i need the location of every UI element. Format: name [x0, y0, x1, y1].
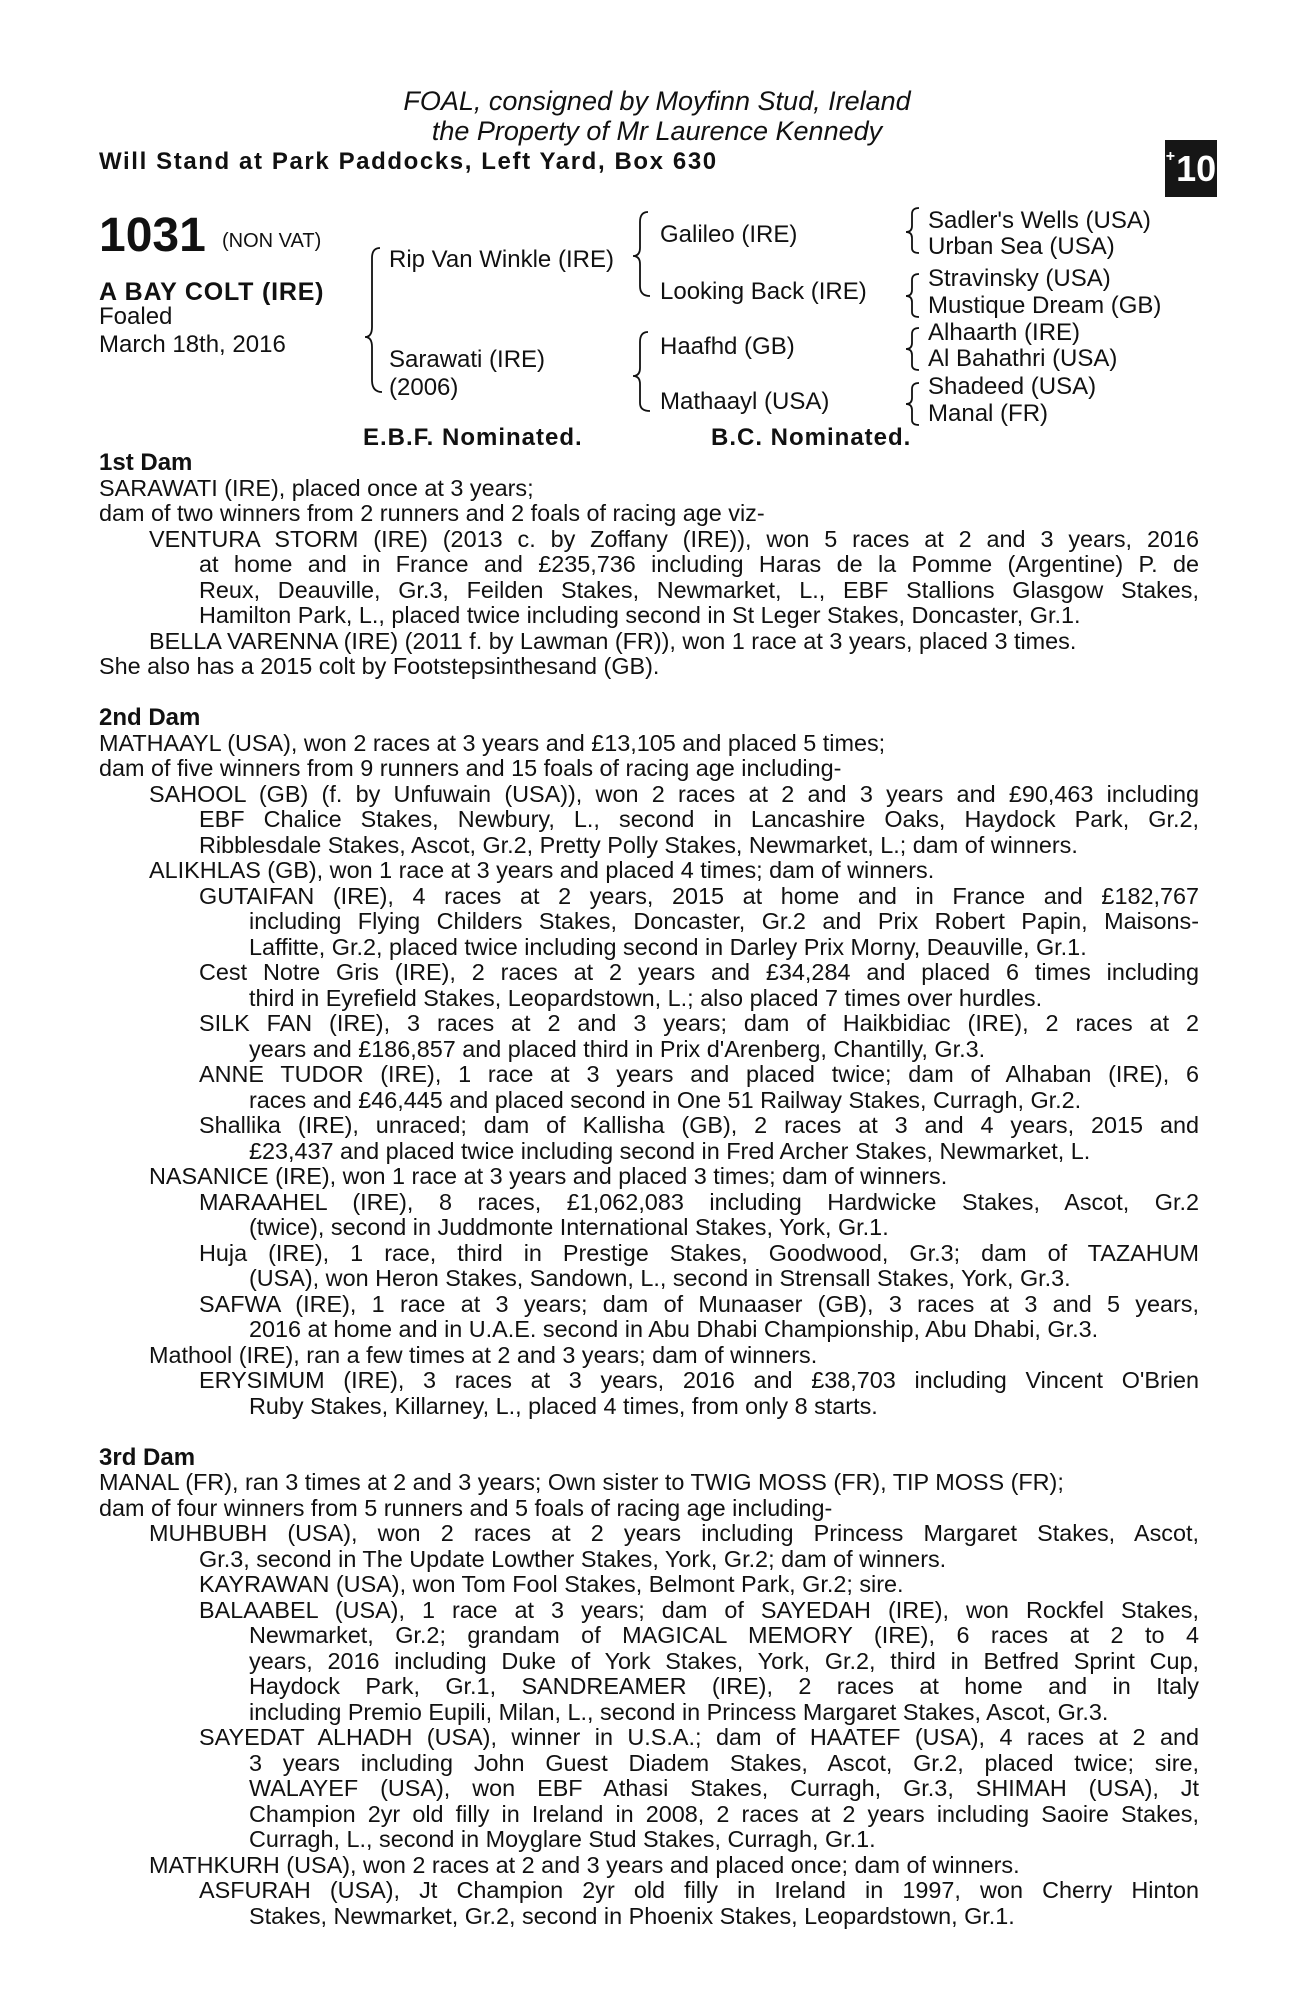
produce-line: races and £46,445 and placed second in One 51 Railway Stakes, Curragh, Gr.2.: [249, 1086, 1082, 1113]
foaled-label: Foaled: [99, 303, 173, 330]
badge-plus: +: [1165, 147, 1176, 165]
produce-line: MATHKURH (USA), won 2 races at 2 and 3 years and placed once; dam of winners.: [149, 1851, 1020, 1878]
produce-line: SILK FAN (IRE), 3 races at 2 and 3 years; dam of Haikbidiac (IRE), 2 races at 2: [199, 1010, 1199, 1036]
produce-line: Reux, Deauville, Gr.3, Feilden Stakes, Newmarket, L., EBF Stallions Glasgow Stakes,: [199, 576, 1199, 603]
produce-line: Haydock Park, Gr.1, SANDREAMER (IRE), 2 races at home and in Italy: [249, 1673, 1199, 1699]
spacer: [99, 680, 1199, 706]
bc-nominated: B.C. Nominated.: [711, 424, 912, 451]
brace-g3-4: [906, 383, 919, 425]
g3-entry: Manal (FR): [928, 400, 1049, 427]
produce-line: £23,437 and placed twice including second in Fred Archer Stakes, Newmarket, L.: [249, 1137, 1091, 1164]
dam-dam: Mathaayl (USA): [660, 388, 830, 415]
brace-main: [365, 248, 382, 392]
consignor-line: FOAL, consigned by Moyfinn Stud, Ireland: [403, 86, 911, 116]
brace-g3-1: [906, 208, 919, 253]
produce-line: Stakes, Newmarket, Gr.2, second in Phoenix Stakes, Leopardstown, Gr.1.: [249, 1902, 1015, 1929]
owner-line: the Property of Mr Laurence Kennedy: [431, 116, 883, 146]
ebf-nominated: E.B.F. Nominated.: [363, 424, 583, 451]
produce-line: 2016 at home and in U.A.E. second in Abu Dhabi Championship, Abu Dhabi, Gr.3.: [249, 1316, 1099, 1342]
produce-record: [99, 450, 1199, 1929]
produce-line: GUTAIFAN (IRE), 4 races at 2 years, 2015 at home and in France and £182,767: [199, 882, 1199, 909]
produce-line: including Premio Eupili, Milan, L., second in Princess Margaret Stakes, Ascot, Gr.3.: [249, 1698, 1109, 1725]
produce-line: NASANICE (IRE), won 1 race at 3 years and placed 3 times; dam of winners.: [149, 1163, 948, 1189]
dam-line: MANAL (FR), ran 3 times at 2 and 3 years; Own sister to TWIG MOSS (FR), TIP MOSS (FR);: [99, 1469, 1064, 1495]
brace-sire: [633, 212, 650, 296]
g3-entry: Sadler's Wells (USA): [928, 207, 1151, 234]
produce-line: Ruby Stakes, Killarney, L., placed 4 times, from only 8 starts.: [249, 1392, 878, 1419]
produce-line: Newmarket, Gr.2; grandam of MAGICAL MEMORY (IRE), 6 races at 2 to 4: [249, 1622, 1199, 1648]
produce-line: Huja (IRE), 1 race, third in Prestige Stakes, Goodwood, Gr.3; dam of TAZAHUM: [199, 1239, 1199, 1266]
sire-dam: Looking Back (IRE): [660, 278, 867, 305]
produce-line: Gr.3, second in The Update Lowther Stakes, York, Gr.2; dam of winners.: [199, 1545, 947, 1572]
produce-line: MUHBUBH (USA), won 2 races at 2 years including Princess Margaret Stakes, Ascot,: [149, 1520, 1199, 1546]
dam-line: dam of four winners from 5 runners and 5 foals of racing age including-: [99, 1494, 833, 1521]
g3-entry: Alhaarth (IRE): [928, 319, 1081, 346]
produce-line: at home and in France and £235,736 including Haras de la Pomme (Argentine) P. de: [199, 551, 1199, 577]
vat-status: (NON VAT): [222, 230, 322, 252]
produce-line: (USA), won Heron Stakes, Sandown, L., second in Strensall Stakes, York, Gr.3.: [249, 1265, 1071, 1291]
produce-line: years, 2016 including Duke of York Stakes, York, Gr.2, third in Betfred Sprint Cup,: [249, 1647, 1199, 1674]
dam-name: Sarawati (IRE): [389, 346, 546, 373]
produce-line: ALIKHLAS (GB), won 1 race at 3 years and placed 4 times; dam of winners.: [149, 857, 935, 883]
produce-line: third in Eyrefield Stakes, Leopardstown, L.; also placed 7 times over hurdles.: [249, 984, 1043, 1011]
produce-line: Shallika (IRE), unraced; dam of Kallisha (GB), 2 races at 3 and 4 years, 2015 and: [199, 1112, 1199, 1138]
lot-description: A BAY COLT (IRE): [99, 278, 325, 306]
foaled-date: March 18th, 2016: [99, 331, 286, 358]
produce-line: Hamilton Park, L., placed twice including second in St Leger Stakes, Doncaster, Gr.1.: [199, 602, 1081, 628]
spacer: [99, 1419, 1199, 1445]
produce-line: Curragh, L., second in Moyglare Stud Stakes, Curragh, Gr.1.: [249, 1826, 876, 1852]
produce-line: years and £186,857 and placed third in Prix d'Arenberg, Chantilly, Gr.3.: [249, 1035, 986, 1062]
stand-location: Will Stand at Park Paddocks, Left Yard, Box 630: [99, 148, 718, 175]
produce-line: ANNE TUDOR (IRE), 1 race at 3 years and placed twice; dam of Alhaban (IRE), 6: [199, 1061, 1199, 1087]
g3-entry: Shadeed (USA): [928, 373, 1097, 400]
produce-line: WALAYEF (USA), won EBF Athasi Stakes, Curragh, Gr.3, SHIMAH (USA), Jt: [249, 1775, 1199, 1801]
produce-line: ASFURAH (USA), Jt Champion 2yr old filly in Ireland in 1997, won Cherry Hinton: [199, 1877, 1199, 1903]
dam-year: (2006): [389, 374, 459, 401]
g3-entry: Urban Sea (USA): [928, 233, 1115, 260]
produce-line: SAFWA (IRE), 1 race at 3 years; dam of Munaaser (GB), 3 races at 3 and 5 years,: [199, 1290, 1199, 1317]
produce-line: She also has a 2015 colt by Footstepsinthesand (GB).: [99, 653, 660, 679]
section-heading: 3rd Dam: [99, 1443, 196, 1471]
g3-entry: Stravinsky (USA): [928, 265, 1111, 292]
lot-number: 1031: [99, 209, 206, 262]
produce-line: Laffitte, Gr.2, placed twice including second in Darley Prix Morny, Deauville, Gr.1.: [249, 933, 1087, 960]
produce-line: MARAAHEL (IRE), 8 races, £1,062,083 including Hardwicke Stakes, Ascot, Gr.2: [199, 1188, 1199, 1215]
badge-number: 10: [1176, 147, 1217, 189]
produce-line: 3 years including John Guest Diadem Stakes, Ascot, Gr.2, placed twice; sire,: [249, 1749, 1199, 1776]
produce-line: BELLA VARENNA (IRE) (2011 f. by Lawman (FR)), won 1 race at 3 years, placed 3 times.: [149, 627, 1077, 654]
brace-g3-2: [906, 274, 919, 317]
produce-line: VENTURA STORM (IRE) (2013 c. by Zoffany (IRE)), won 5 races at 2 and 3 years, 2016: [149, 525, 1199, 552]
produce-line: Champion 2yr old filly in Ireland in 2008, 2 races at 2 years including Saoire Stakes,: [249, 1800, 1199, 1827]
produce-line: SAHOOL (GB) (f. by Unfuwain (USA)), won 2 races at 2 and 3 years and £90,463 including: [149, 780, 1199, 807]
produce-line: SAYEDAT ALHADH (USA), winner in U.S.A.; dam of HAATEF (USA), 4 races at 2 and: [199, 1724, 1199, 1750]
dam-line: dam of two winners from 2 runners and 2 foals of racing age viz-: [99, 500, 765, 526]
brace-dam: [633, 332, 650, 411]
sire-name: Rip Van Winkle (IRE): [389, 246, 614, 273]
produce-line: including Flying Childers Stakes, Doncaster, Gr.2 and Prix Robert Papin, Maisons-: [249, 908, 1199, 934]
produce-line: KAYRAWAN (USA), won Tom Fool Stakes, Belmont Park, Gr.2; sire.: [199, 1571, 904, 1597]
dam-line: dam of five winners from 9 runners and 15 foals of racing age including-: [99, 755, 842, 781]
produce-line: Mathool (IRE), ran a few times at 2 and 3 years; dam of winners.: [149, 1341, 818, 1368]
produce-line: (twice), second in Juddmonte International Stakes, York, Gr.1.: [249, 1214, 889, 1240]
g3-entry: Al Bahathri (USA): [928, 345, 1118, 372]
produce-line: Ribblesdale Stakes, Ascot, Gr.2, Pretty Polly Stakes, Newmarket, L.; dam of winners.: [199, 831, 1078, 858]
g3-entry: Mustique Dream (GB): [928, 292, 1162, 319]
produce-line: BALAABEL (USA), 1 race at 3 years; dam of SAYEDAH (IRE), won Rockfel Stakes,: [199, 1596, 1199, 1623]
produce-line: EBF Chalice Stakes, Newbury, L., second in Lancashire Oaks, Haydock Park, Gr.2,: [199, 806, 1199, 832]
brace-g3-3: [906, 328, 919, 370]
dam-line: MATHAAYL (USA), won 2 races at 3 years and £13,105 and placed 5 times;: [99, 729, 886, 756]
section-heading: 1st Dam: [99, 449, 193, 476]
produce-line: Cest Notre Gris (IRE), 2 races at 2 years and £34,284 and placed 6 times including: [199, 959, 1199, 985]
produce-line: ERYSIMUM (IRE), 3 races at 3 years, 2016 and £38,703 including Vincent O'Brien: [199, 1367, 1199, 1393]
dam-line: SARAWATI (IRE), placed once at 3 years;: [99, 474, 534, 501]
dam-sire: Haafhd (GB): [660, 333, 795, 360]
section-heading: 2nd Dam: [99, 704, 201, 731]
sire-sire: Galileo (IRE): [660, 221, 798, 248]
